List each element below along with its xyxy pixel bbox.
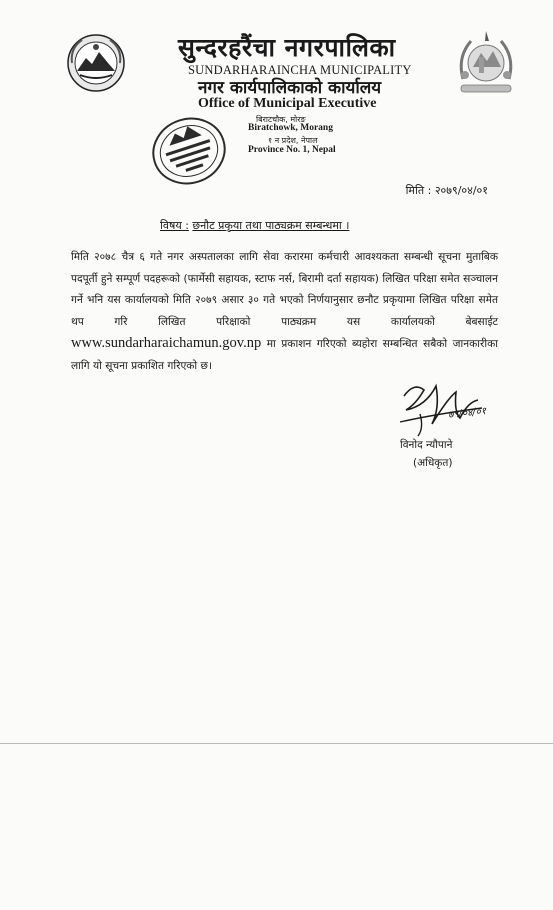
- address-english: Biratchowk, Morang: [248, 123, 333, 133]
- signatory-name: विनोद न्यौपाने: [400, 439, 453, 451]
- date-value: २०७९/०४/०१: [434, 184, 488, 197]
- municipality-name-nepali: सुन्दरहरैंचा नगरपालिका: [178, 33, 396, 62]
- body-text-part1: मिति २०७८ चैत्र ६ गते नगर अस्पतालका लागि सेवा करारमा कर्मचारी आवश्यकता सम्बन्धी सूचना मुताबिक पदपूर्ती हुने सम्पूर्ण पदहरूको (फार्मेसी सहायक, स्टाफ नर्स, बिरामी दर्ता सहायक) लिखित परिक्षा समेत सञ्चालन गर्ने भनि यस कार्यालयको मिति २०७९ असार ३० गते भएको निर्णयानुसार छनौट प्रकृयामा लिखित परिक्षा समेत थप गरि लिखित परिक्षाको पाठ्यक्रम यस कार्यालयको बेबसाईट: [71, 251, 498, 328]
- page-fold-line: [0, 743, 553, 744]
- letter-date: [406, 183, 488, 198]
- province-nepali: १ न प्रदेश, नेपाल: [268, 136, 318, 145]
- signature-date: ७९/०४/०१: [447, 406, 487, 421]
- subject-label: विषय :: [160, 219, 189, 232]
- municipality-logo-icon: [66, 33, 126, 93]
- office-name-english: Office of Municipal Executive: [198, 96, 377, 111]
- office-name-nepali: नगर कार्यपालिकाको कार्यालय: [198, 78, 382, 98]
- subject-text: छनौट प्रकृया तथा पाठ्यक्रम सम्बन्धमा ।: [192, 219, 350, 232]
- province-english: Province No. 1, Nepal: [248, 145, 336, 155]
- date-label: मिति :: [405, 184, 432, 197]
- letter-subject: [160, 218, 349, 233]
- address-nepali: बिराटचौक, मोरङ: [256, 115, 306, 124]
- signatory-title: (अधिकृत): [413, 457, 453, 469]
- municipality-name-english: SUNDARHARAINCHA MUNICIPALITY: [188, 63, 412, 77]
- office-stamp-icon: [148, 110, 230, 192]
- nepal-emblem-icon: [451, 27, 521, 97]
- website-link: www.sundarharaichamun.gov.np: [71, 335, 262, 351]
- body-text-part2: मा प्रकाशन गरिएको ब्यहोरा सम्बन्धित सबैको जानकारीका लागि यो सूचना प्रकाशित गरिएको छ।: [71, 338, 498, 372]
- letter-body: [71, 247, 498, 377]
